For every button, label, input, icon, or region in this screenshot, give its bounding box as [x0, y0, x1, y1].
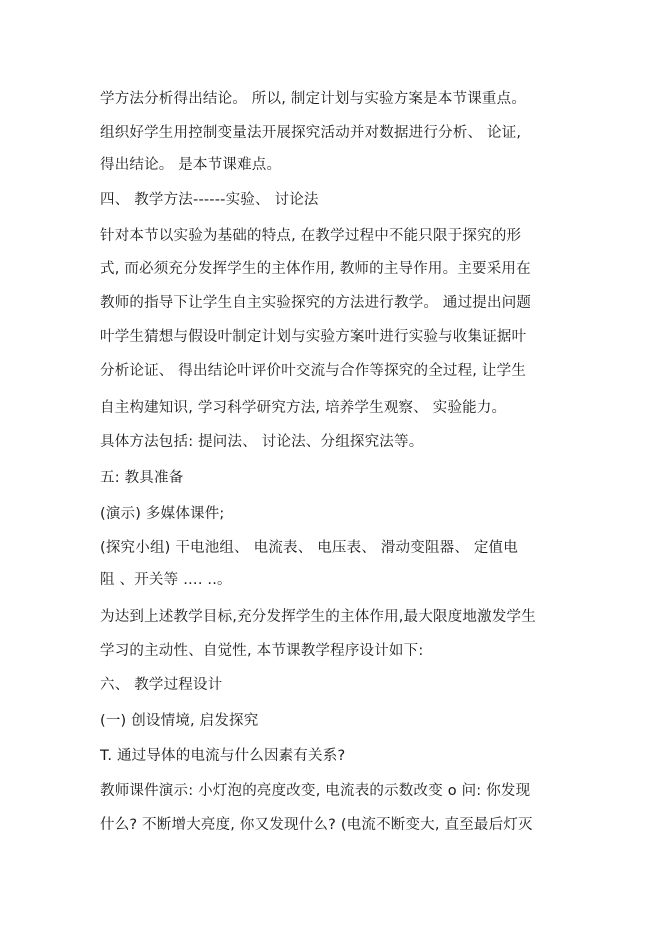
text-line: 阻 、开关等 …. ..。: [100, 572, 232, 588]
text-line: 针对本节以实验为基础的特点, 在教学过程中不能只限于探究的形: [100, 228, 522, 244]
section-heading: 五: 教具准备: [100, 470, 184, 486]
text-line: 教师的指导下让学生自主实验探究的方法进行教学。 通过提出问题: [100, 295, 532, 311]
text-line: 为达到上述教学目标,充分发挥学生的主体作用,最大限度地激发学生: [100, 609, 536, 625]
text-line: 教师课件演示: 小灯泡的亮度改变, 电流表的示数改变 o 问: 你发现: [100, 783, 531, 799]
text-line: 什么? 不断增大亮度, 你又发现什么? (电流不断变大, 直至最后灯灭: [100, 817, 533, 833]
text-line: (演示) 多媒体课件;: [100, 506, 225, 522]
text-line: 组织好学生用控制变量法开展探究活动并对数据进行分析、 论证,: [100, 125, 522, 141]
text-line: (探究小组) 干电池组、 电流表、 电压表、 滑动变阻器、 定值电: [100, 540, 518, 556]
text-line: 叶学生猜想与假设叶制定计划与实验方案叶进行实验与收集证据叶: [100, 329, 527, 345]
section-heading: 四、 教学方法------实验、 讨论法: [100, 192, 319, 208]
text-line: 学习的主动性、自觉性, 本节课教学程序设计如下:: [100, 643, 424, 659]
text-line: 学方法分析得出结论。 所以, 制定计划与实验方案是本节课重点。: [100, 91, 527, 107]
text-line: 自主构建知识, 学习科学研究方法, 培养学生观察、 实验能力。: [100, 400, 507, 416]
subsection-heading: (一) 创设情境, 启发探究: [100, 713, 259, 729]
text-line: 分析论证、 得出结论叶评价叶交流与合作等探究的全过程, 让学生: [100, 363, 527, 379]
text-line: 式, 而必须充分发挥学生的主体作用, 教师的主导作用。主要采用在: [100, 261, 531, 277]
section-heading: 六、 教学过程设计: [100, 677, 223, 693]
text-line: T. 通过导体的电流与什么因素有关系?: [100, 748, 346, 764]
text-line: 得出结论。 是本节课难点。: [100, 157, 282, 173]
text-line: 具体方法包括: 提问法、 讨论法、分组探究法等。: [100, 434, 424, 450]
